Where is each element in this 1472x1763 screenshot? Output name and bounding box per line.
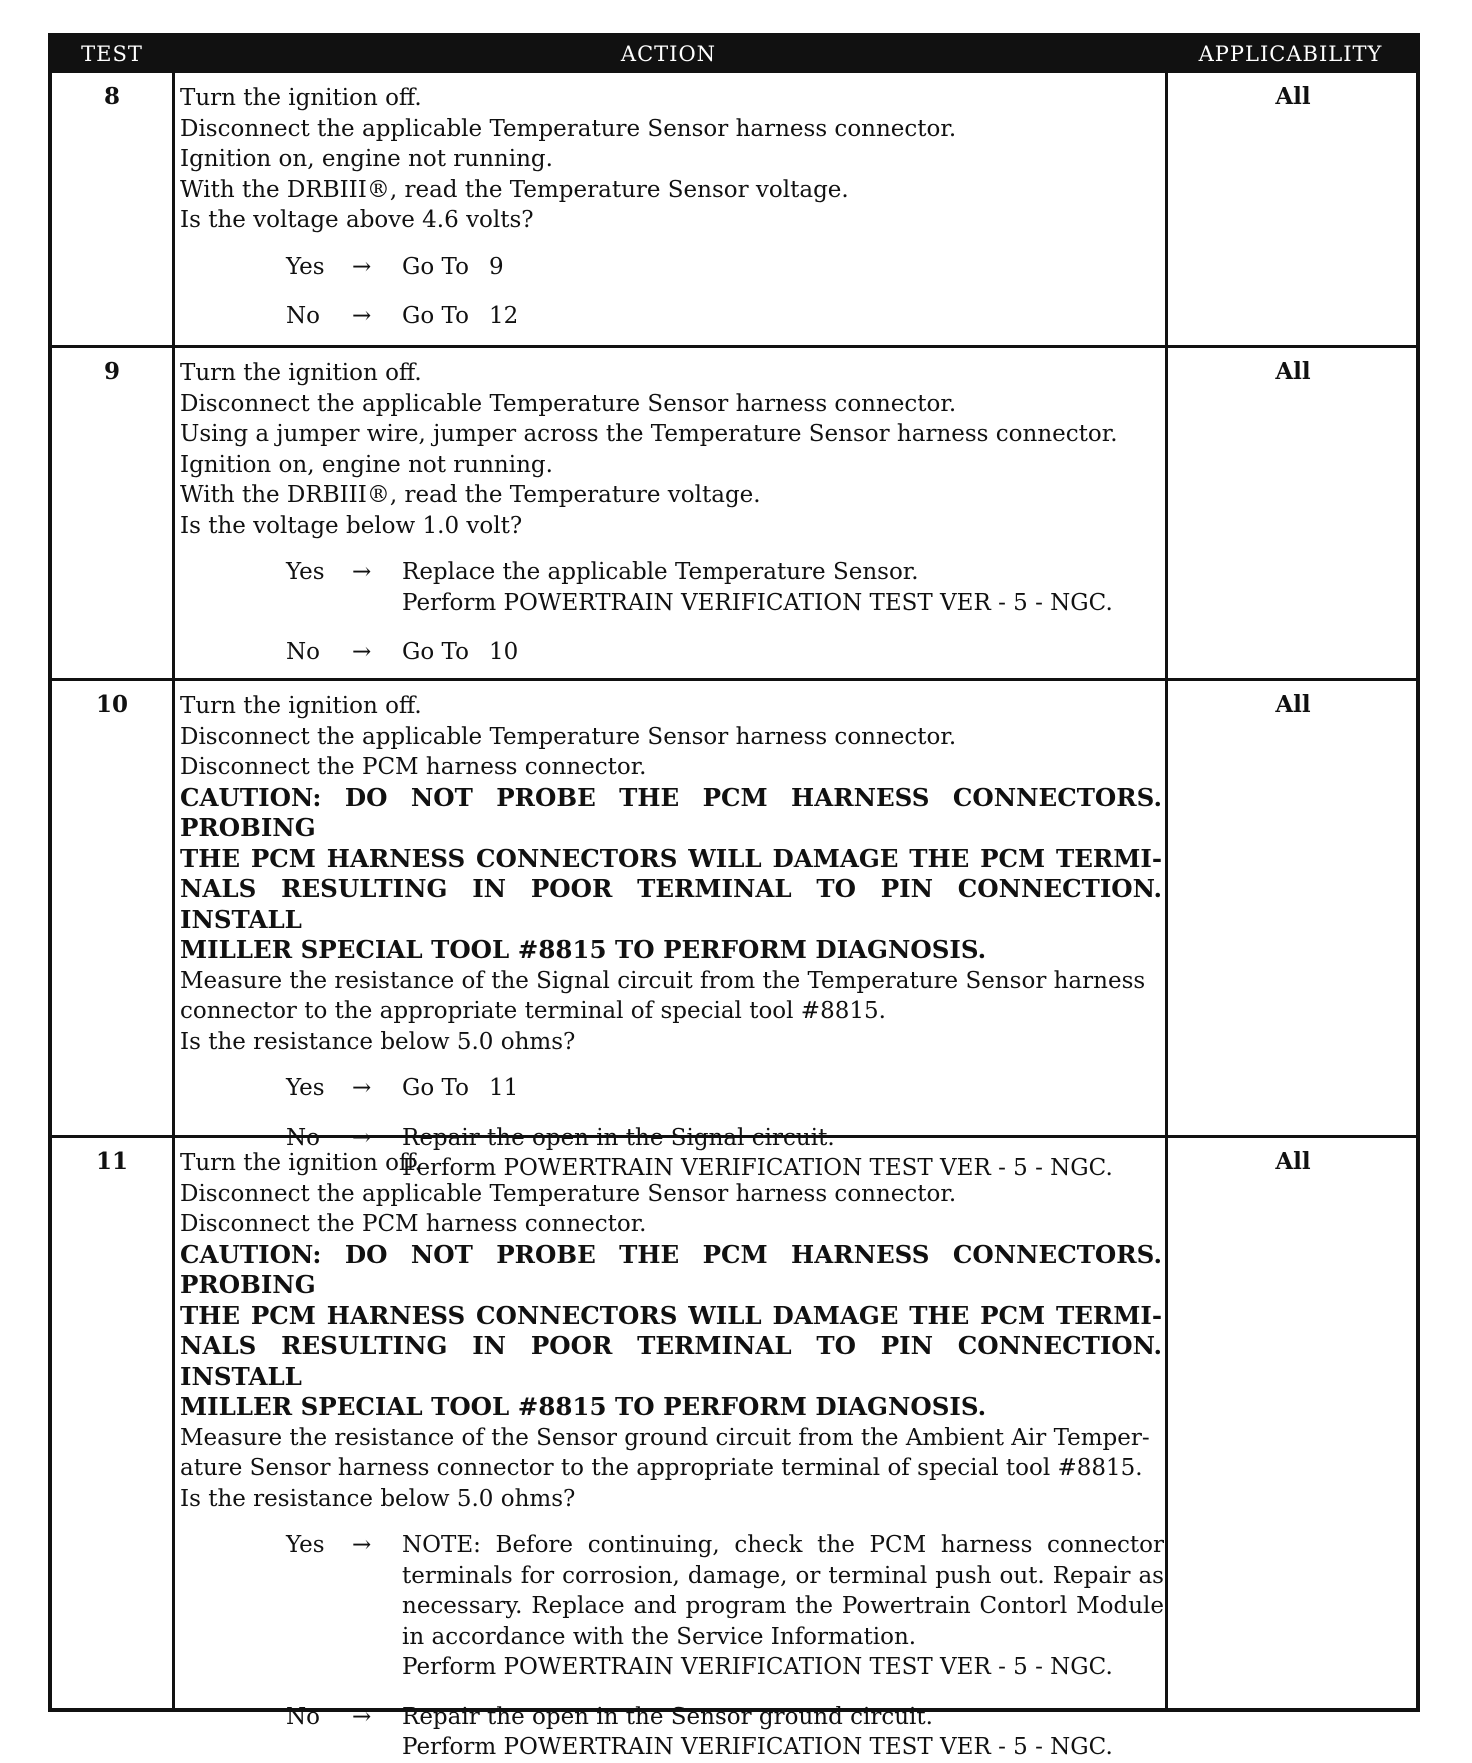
action-line: Turn the ignition off. bbox=[180, 85, 422, 111]
yes-text bbox=[402, 1073, 1162, 1104]
applicability-value: All bbox=[1275, 358, 1311, 385]
response-line: Perform POWERTRAIN VERIFICATION TEST VER - 5 - NGC. bbox=[402, 589, 1113, 616]
applicability-value: All bbox=[1275, 691, 1311, 718]
action-cell bbox=[180, 691, 1162, 1184]
action-line: Disconnect the applicable Temperature Sensor harness connector. bbox=[180, 390, 957, 417]
caution-line: CAUTION: DO NOT PROBE THE PCM HARNESS CONNECTORS. PROBING bbox=[180, 782, 1162, 842]
test-number: 9 bbox=[103, 358, 120, 385]
caution-line: NALS RESULTING IN POOR TERMINAL TO PIN CONNECTION. INSTALL bbox=[180, 874, 1162, 934]
applicability-value: All bbox=[1275, 1148, 1311, 1175]
table-row-test-9 bbox=[52, 348, 1416, 681]
arrow-icon: → bbox=[352, 1703, 372, 1730]
response-line: Perform POWERTRAIN VERIFICATION TEST VER - 5 - NGC. bbox=[402, 1734, 1113, 1760]
action-line: Ignition on, engine not running. bbox=[180, 451, 553, 478]
no-label: No bbox=[286, 1124, 320, 1151]
caution-line: CAUTION: DO NOT PROBE THE PCM HARNESS CONNECTORS. PROBING bbox=[180, 1239, 1162, 1299]
action-line: Using a jumper wire, jumper across the Temperature Sensor harness connector. bbox=[180, 421, 1118, 447]
action-cell bbox=[180, 1148, 1162, 1763]
arrow-icon: → bbox=[352, 639, 372, 665]
response-line: NOTE: Before continuing, check the PCM harness connector bbox=[402, 1532, 1164, 1558]
header-test: TEST bbox=[81, 42, 143, 66]
action-line: Is the voltage above 4.6 volts? bbox=[180, 207, 534, 233]
test-number: 10 bbox=[95, 691, 128, 718]
action-line: connector to the appropriate terminal of special tool #8815. bbox=[180, 998, 886, 1024]
response-line: Repair the open in the Sensor ground circuit. bbox=[402, 1703, 933, 1730]
table-row-test-8 bbox=[52, 73, 1416, 348]
no-response bbox=[180, 1702, 1162, 1763]
table-row-test-11 bbox=[52, 1138, 1416, 1760]
applicability-value: All bbox=[1275, 83, 1311, 110]
goto-label: Go To bbox=[402, 1075, 469, 1101]
action-line: Turn the ignition off. bbox=[180, 360, 422, 386]
arrow-icon: → bbox=[352, 1124, 372, 1151]
yes-label: Yes bbox=[286, 1532, 325, 1558]
response-line: Repair the open in the Signal circuit. bbox=[402, 1124, 835, 1151]
arrow-icon: → bbox=[352, 253, 372, 280]
action-line: Turn the ignition off. bbox=[180, 693, 422, 719]
table-header bbox=[52, 37, 1416, 73]
action-line: With the DRBIII®, read the Temperature Sensor voltage. bbox=[180, 176, 849, 203]
action-line: Measure the resistance of the Sensor ground circuit from the Ambient Air Temper- bbox=[180, 1424, 1150, 1451]
caution-text bbox=[180, 783, 1162, 966]
action-line: ature Sensor harness connector to the appropriate terminal of special tool #8815. bbox=[180, 1455, 1143, 1481]
response-line: Replace the applicable Temperature Sensor. bbox=[402, 559, 919, 585]
yes-response bbox=[180, 252, 1162, 283]
no-text bbox=[402, 301, 1162, 332]
table-row-test-10 bbox=[52, 681, 1416, 1181]
caution-line: MILLER SPECIAL TOOL #8815 TO PERFORM DIAGNOSIS. bbox=[180, 1392, 987, 1421]
yes-response bbox=[180, 1530, 1162, 1683]
caution-text bbox=[180, 1240, 1162, 1423]
no-response bbox=[180, 301, 1162, 332]
no-text bbox=[402, 637, 1162, 668]
caution-line: THE PCM HARNESS CONNECTORS WILL DAMAGE THE PCM TERMI- bbox=[180, 843, 1162, 873]
response-line: Perform POWERTRAIN VERIFICATION TEST VER - 5 - NGC. bbox=[402, 1155, 1113, 1181]
action-cell bbox=[180, 358, 1162, 668]
no-text bbox=[402, 1702, 1162, 1763]
action-line: Disconnect the PCM harness connector. bbox=[180, 754, 647, 780]
test-number: 8 bbox=[103, 83, 120, 110]
yes-text bbox=[402, 1530, 1162, 1683]
no-label: No bbox=[286, 639, 320, 665]
goto-number: 9 bbox=[488, 253, 504, 280]
yes-text bbox=[402, 252, 1162, 283]
yes-label: Yes bbox=[286, 253, 325, 280]
action-line: Disconnect the applicable Temperature Sensor harness connector. bbox=[180, 1180, 957, 1207]
action-line: Turn the ignition off. bbox=[180, 1150, 422, 1176]
no-label: No bbox=[286, 1703, 320, 1730]
yes-text bbox=[402, 557, 1162, 618]
action-line: Disconnect the PCM harness connector. bbox=[180, 1211, 647, 1237]
goto-label: Go To bbox=[402, 253, 469, 280]
response-line: Perform POWERTRAIN VERIFICATION TEST VER - 5 - NGC. bbox=[402, 1654, 1113, 1680]
action-line: Disconnect the applicable Temperature Sensor harness connector. bbox=[180, 115, 957, 142]
diagnostic-table bbox=[48, 33, 1420, 1760]
arrow-icon: → bbox=[352, 303, 372, 329]
caution-line: MILLER SPECIAL TOOL #8815 TO PERFORM DIAGNOSIS. bbox=[180, 935, 987, 964]
yes-label: Yes bbox=[286, 559, 325, 585]
test-number: 11 bbox=[95, 1148, 128, 1175]
column-divider bbox=[1165, 73, 1168, 1708]
arrow-icon: → bbox=[352, 1075, 372, 1101]
no-label: No bbox=[286, 303, 320, 329]
arrow-icon: → bbox=[352, 1532, 372, 1558]
goto-number: 10 bbox=[488, 639, 519, 665]
header-action: ACTION bbox=[620, 42, 717, 66]
caution-line: NALS RESULTING IN POOR TERMINAL TO PIN CONNECTION. INSTALL bbox=[180, 1331, 1162, 1391]
goto-number: 11 bbox=[488, 1075, 519, 1101]
header-applicability: APPLICABILITY bbox=[1198, 42, 1383, 66]
action-cell bbox=[180, 83, 1162, 332]
yes-response bbox=[180, 557, 1162, 618]
action-line: Is the resistance below 5.0 ohms? bbox=[180, 1485, 576, 1512]
response-line: in accordance with the Service Information. bbox=[402, 1623, 917, 1650]
no-response bbox=[180, 637, 1162, 668]
yes-response bbox=[180, 1073, 1162, 1104]
caution-line: THE PCM HARNESS CONNECTORS WILL DAMAGE THE PCM TERMI- bbox=[180, 1300, 1162, 1330]
arrow-icon: → bbox=[352, 559, 372, 585]
response-line: necessary. Replace and program the Powertrain Contorl Module bbox=[402, 1593, 1164, 1619]
goto-number: 12 bbox=[488, 303, 519, 329]
yes-label: Yes bbox=[286, 1075, 325, 1101]
action-line: Disconnect the applicable Temperature Sensor harness connector. bbox=[180, 723, 957, 750]
response-line: terminals for corrosion, damage, or terminal push out. Repair as bbox=[402, 1562, 1164, 1589]
column-divider bbox=[172, 73, 175, 1708]
goto-label: Go To bbox=[402, 303, 469, 329]
action-line: Is the voltage below 1.0 volt? bbox=[180, 512, 523, 539]
action-line: Ignition on, engine not running. bbox=[180, 146, 553, 172]
action-line: Is the resistance below 5.0 ohms? bbox=[180, 1028, 576, 1055]
action-line: Measure the resistance of the Signal circuit from the Temperature Sensor harness bbox=[180, 967, 1146, 994]
goto-label: Go To bbox=[402, 639, 469, 665]
action-line: With the DRBIII®, read the Temperature voltage. bbox=[180, 482, 761, 508]
